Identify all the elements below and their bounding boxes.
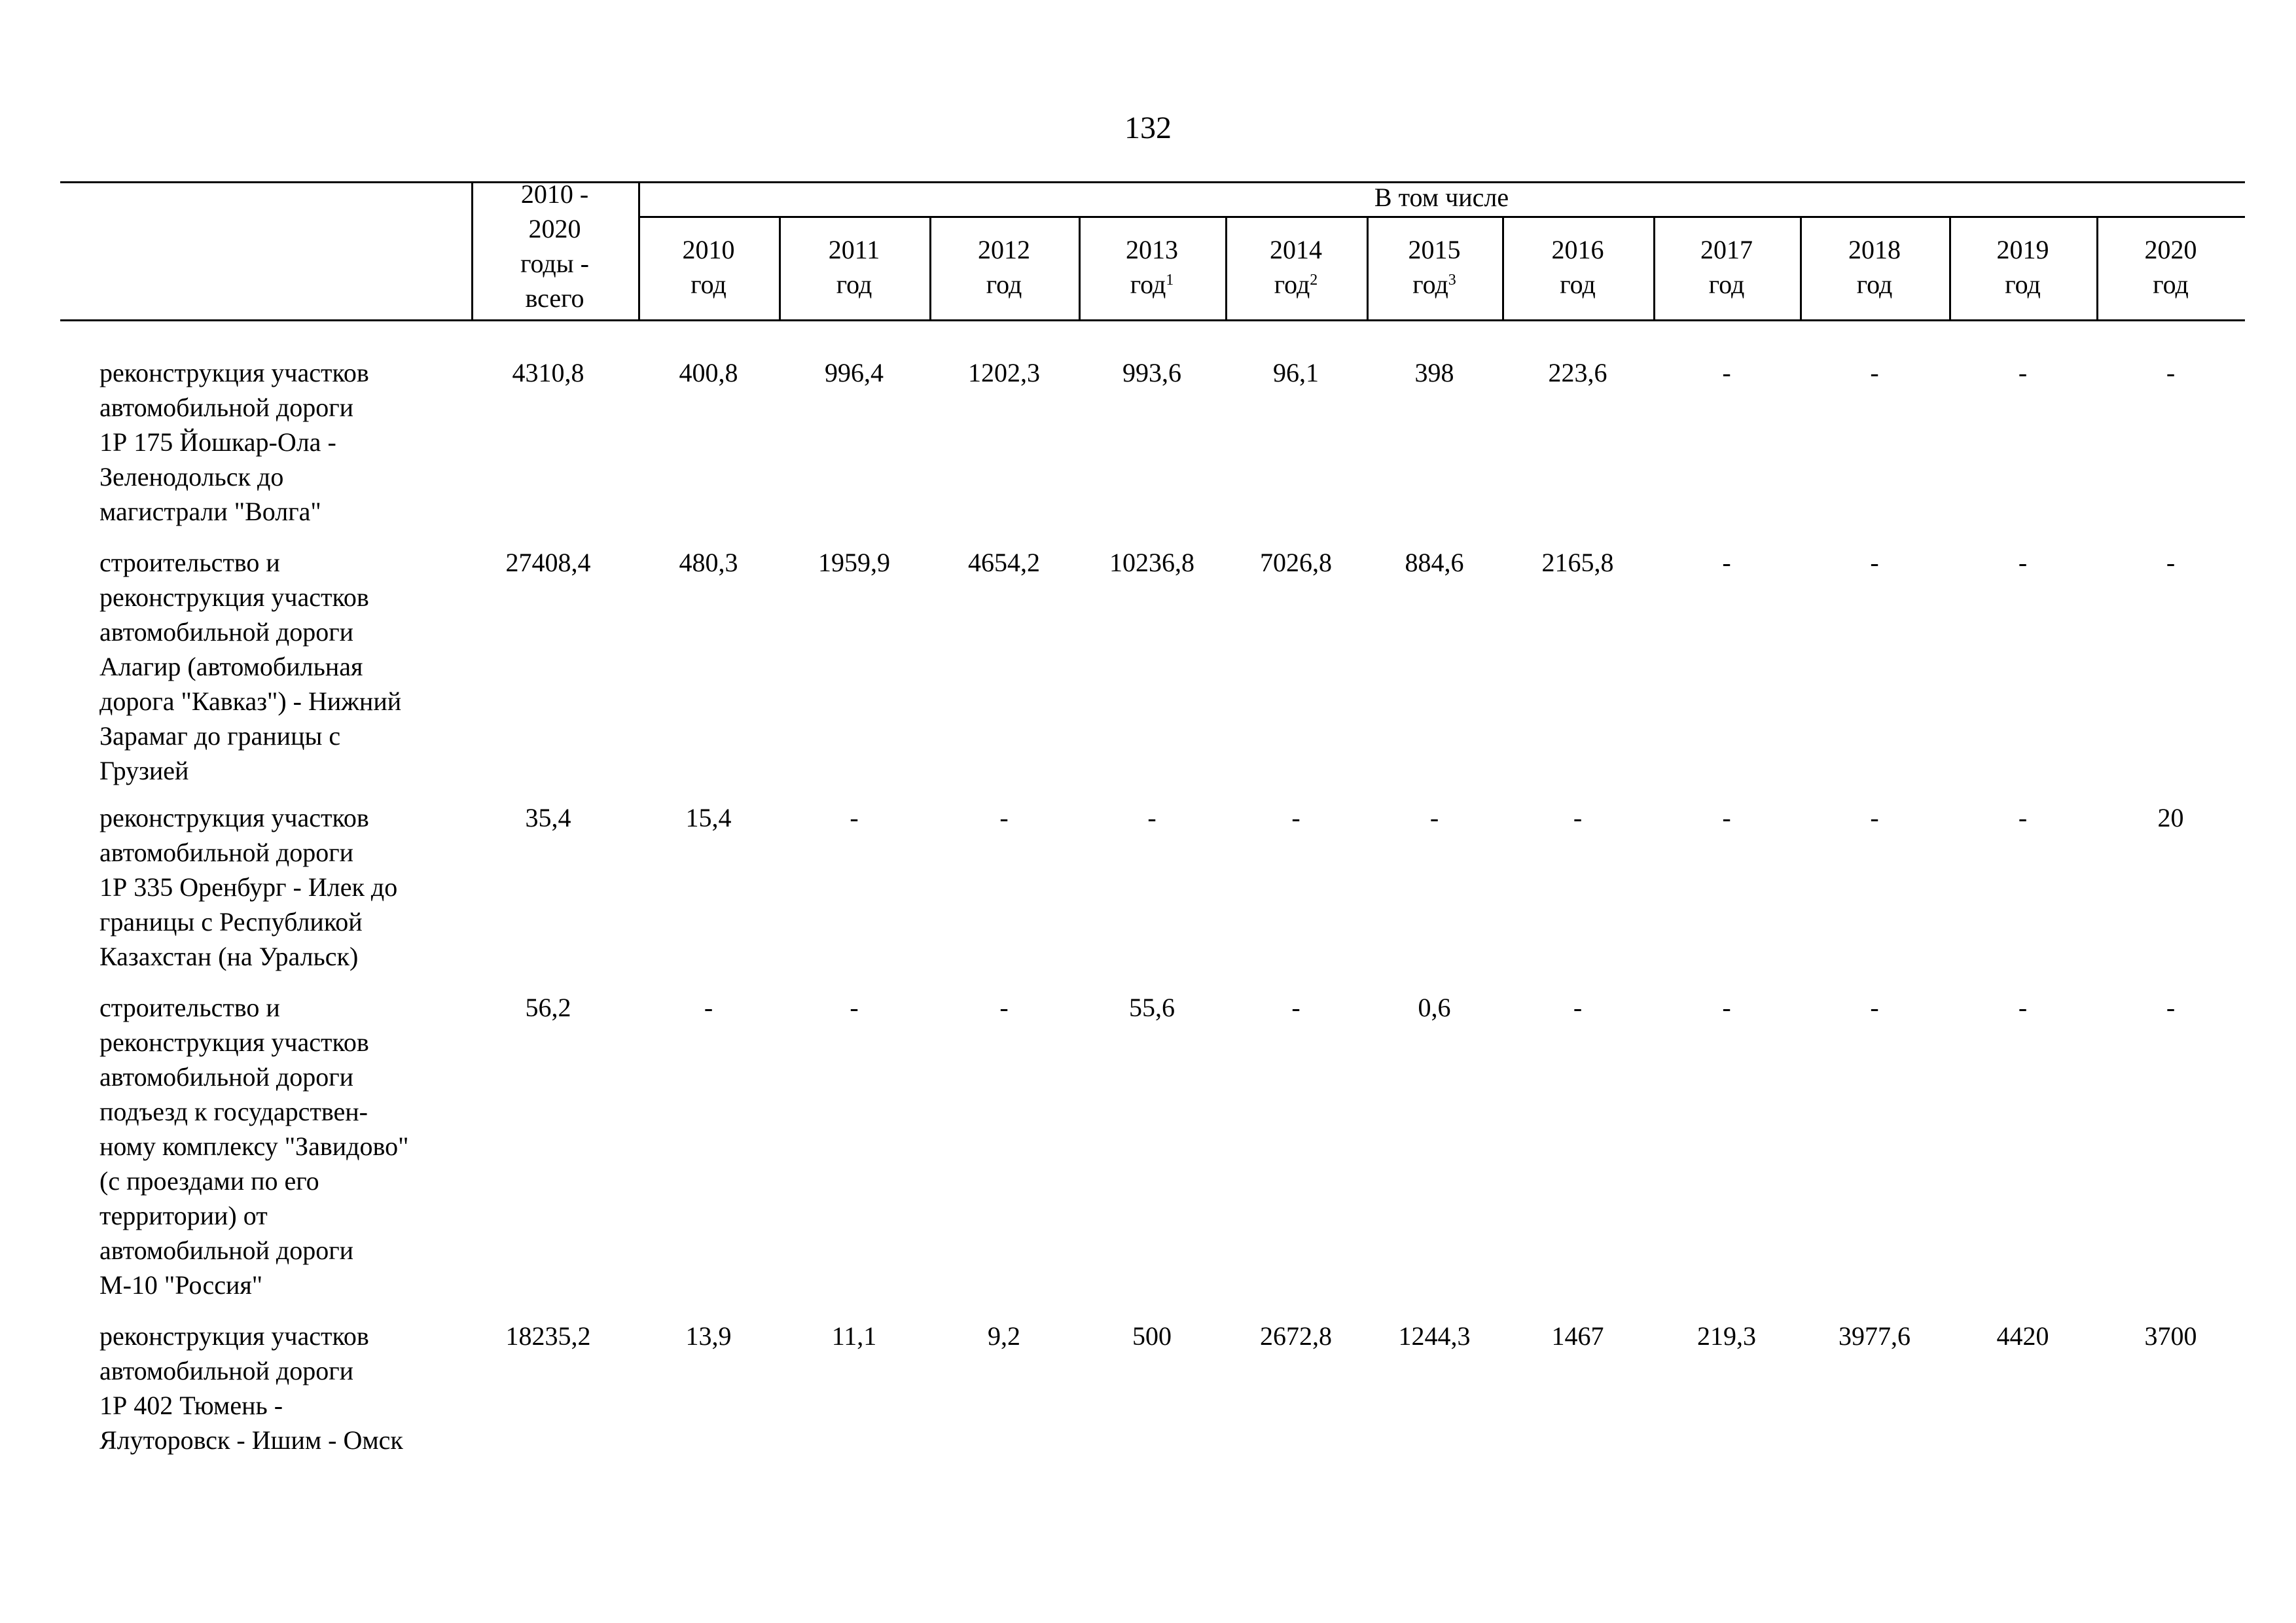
row-value: 1202,3 <box>968 358 1040 387</box>
year-unit-text: год <box>986 270 1022 299</box>
row-total: 4310,8 <box>512 358 584 387</box>
year-header: 2014 <box>1270 235 1322 264</box>
row-value: - <box>850 803 859 832</box>
row-value: 400,8 <box>679 358 738 387</box>
row-value: - <box>1291 993 1300 1022</box>
year-unit-text: год <box>2005 270 2041 299</box>
row-value: 398 <box>1414 358 1454 387</box>
row-value: - <box>1147 803 1157 832</box>
row-value: 4654,2 <box>968 548 1040 577</box>
row-value: - <box>704 993 713 1022</box>
year-header: 2017 <box>1700 235 1753 264</box>
year-unit <box>638 267 779 302</box>
row-value: - <box>2166 548 2176 577</box>
row-value: - <box>1291 803 1300 832</box>
year-unit <box>779 267 929 302</box>
row-value: 2165,8 <box>1541 548 1614 577</box>
year-unit <box>1367 267 1502 302</box>
row-total: 27408,4 <box>505 548 591 577</box>
year-header: 2013 <box>1126 235 1178 264</box>
row-value: 0,6 <box>1418 993 1451 1022</box>
row-value: - <box>1722 993 1731 1022</box>
row-value: - <box>2018 993 2028 1022</box>
year-unit <box>1949 267 2096 302</box>
total-header-line: 2020 <box>528 214 581 243</box>
row-name: строительство и реконструкция участков автомобильной дороги Алагир (автомобильная дорога "Кавказ") - Нижний Зарамаг до границы с Грузией <box>99 548 402 785</box>
row-value: - <box>1722 803 1731 832</box>
row-value: 9,2 <box>988 1321 1020 1351</box>
row-name: реконструкция участков автомобильной дороги 1Р 402 Тюмень - Ялуторовск - Ишим - Омск <box>99 1321 403 1455</box>
row-value: - <box>2018 548 2028 577</box>
row-value: - <box>2018 358 2028 387</box>
year-unit <box>1502 267 1653 302</box>
row-value: 993,6 <box>1122 358 1181 387</box>
group-header-rule <box>638 216 2245 218</box>
year-header: 2011 <box>828 235 880 264</box>
row-value: 55,6 <box>1129 993 1175 1022</box>
footnote-marker: 3 <box>1448 272 1456 289</box>
row-name: реконструкция участков автомобильной дороги 1Р 175 Йошкар-Ола - Зеленодольск до магистрали "Волга" <box>99 358 369 526</box>
row-value: 2672,8 <box>1260 1321 1332 1351</box>
year-unit <box>2096 267 2245 302</box>
row-value: - <box>1722 548 1731 577</box>
row-value: - <box>2166 358 2176 387</box>
year-unit-text: год <box>1856 270 1893 299</box>
year-header: 2019 <box>1996 235 2049 264</box>
year-unit <box>929 267 1079 302</box>
row-value: 1467 <box>1551 1321 1604 1351</box>
year-unit-text: год <box>1130 270 1166 299</box>
row-value: 7026,8 <box>1260 548 1332 577</box>
footnote-marker: 1 <box>1166 272 1174 289</box>
row-value: - <box>999 993 1009 1022</box>
row-value: 223,6 <box>1548 358 1607 387</box>
row-value: 500 <box>1132 1321 1172 1351</box>
total-header-line: всего <box>525 283 584 313</box>
row-value: - <box>2166 993 2176 1022</box>
row-value: 10236,8 <box>1109 548 1194 577</box>
row-value: 15,4 <box>685 803 732 832</box>
row-value: 996,4 <box>825 358 884 387</box>
row-value: - <box>850 993 859 1022</box>
year-unit <box>1079 267 1225 302</box>
year-header: 2015 <box>1408 235 1461 264</box>
year-unit-text: год <box>1412 270 1448 299</box>
row-value: - <box>1722 358 1731 387</box>
row-value: 13,9 <box>685 1321 732 1351</box>
year-header: 2012 <box>978 235 1030 264</box>
total-header-line: годы - <box>520 249 589 278</box>
header-bottom-rule <box>60 319 2245 321</box>
page-number: 132 <box>1124 111 1172 145</box>
row-value: - <box>1870 548 1879 577</box>
row-value: 3700 <box>2144 1321 2197 1351</box>
year-header: 2010 <box>682 235 735 264</box>
row-value: 11,1 <box>831 1321 877 1351</box>
total-header-line: 2010 - <box>520 179 589 209</box>
row-value: - <box>1429 803 1439 832</box>
group-header: В том числе <box>1374 183 1509 212</box>
year-unit-text: год <box>2153 270 2189 299</box>
row-value: - <box>1870 803 1879 832</box>
year-unit-text: год <box>1274 270 1310 299</box>
year-header: 2018 <box>1848 235 1901 264</box>
row-value: - <box>2018 803 2028 832</box>
row-value: - <box>1573 993 1583 1022</box>
year-unit <box>1800 267 1949 302</box>
row-value: 884,6 <box>1405 548 1464 577</box>
row-name: строительство и реконструкция участков автомобильной дороги подъезд к государствен- ному комплексу "Завидово" (с проездами по его территории) от автомобильной дороги М-10 "Россия" <box>99 993 409 1300</box>
year-header: 2020 <box>2144 235 2197 264</box>
row-value: 219,3 <box>1697 1321 1756 1351</box>
row-value: 1244,3 <box>1398 1321 1471 1351</box>
row-value: 480,3 <box>679 548 738 577</box>
year-unit <box>1653 267 1800 302</box>
footnote-marker: 2 <box>1310 272 1318 289</box>
row-value: 3977,6 <box>1839 1321 1910 1351</box>
year-header: 2016 <box>1551 235 1604 264</box>
row-name: реконструкция участков автомобильной дороги 1Р 335 Оренбург - Илек до границы с Республикой Казахстан (на Уральск) <box>99 803 398 971</box>
row-value: 4420 <box>1996 1321 2049 1351</box>
row-value: 1959,9 <box>818 548 890 577</box>
row-value: - <box>1870 993 1879 1022</box>
year-unit <box>1225 267 1367 302</box>
row-value: - <box>999 803 1009 832</box>
row-total: 35,4 <box>525 803 571 832</box>
row-value: - <box>1573 803 1583 832</box>
year-unit-text: год <box>691 270 726 299</box>
year-unit-text: год <box>836 270 872 299</box>
row-total: 56,2 <box>525 993 571 1022</box>
row-total: 18235,2 <box>505 1321 591 1351</box>
row-value: 96,1 <box>1273 358 1319 387</box>
row-value: - <box>1870 358 1879 387</box>
year-unit-text: год <box>1560 270 1596 299</box>
row-value: 20 <box>2157 803 2184 832</box>
year-unit-text: год <box>1708 270 1745 299</box>
